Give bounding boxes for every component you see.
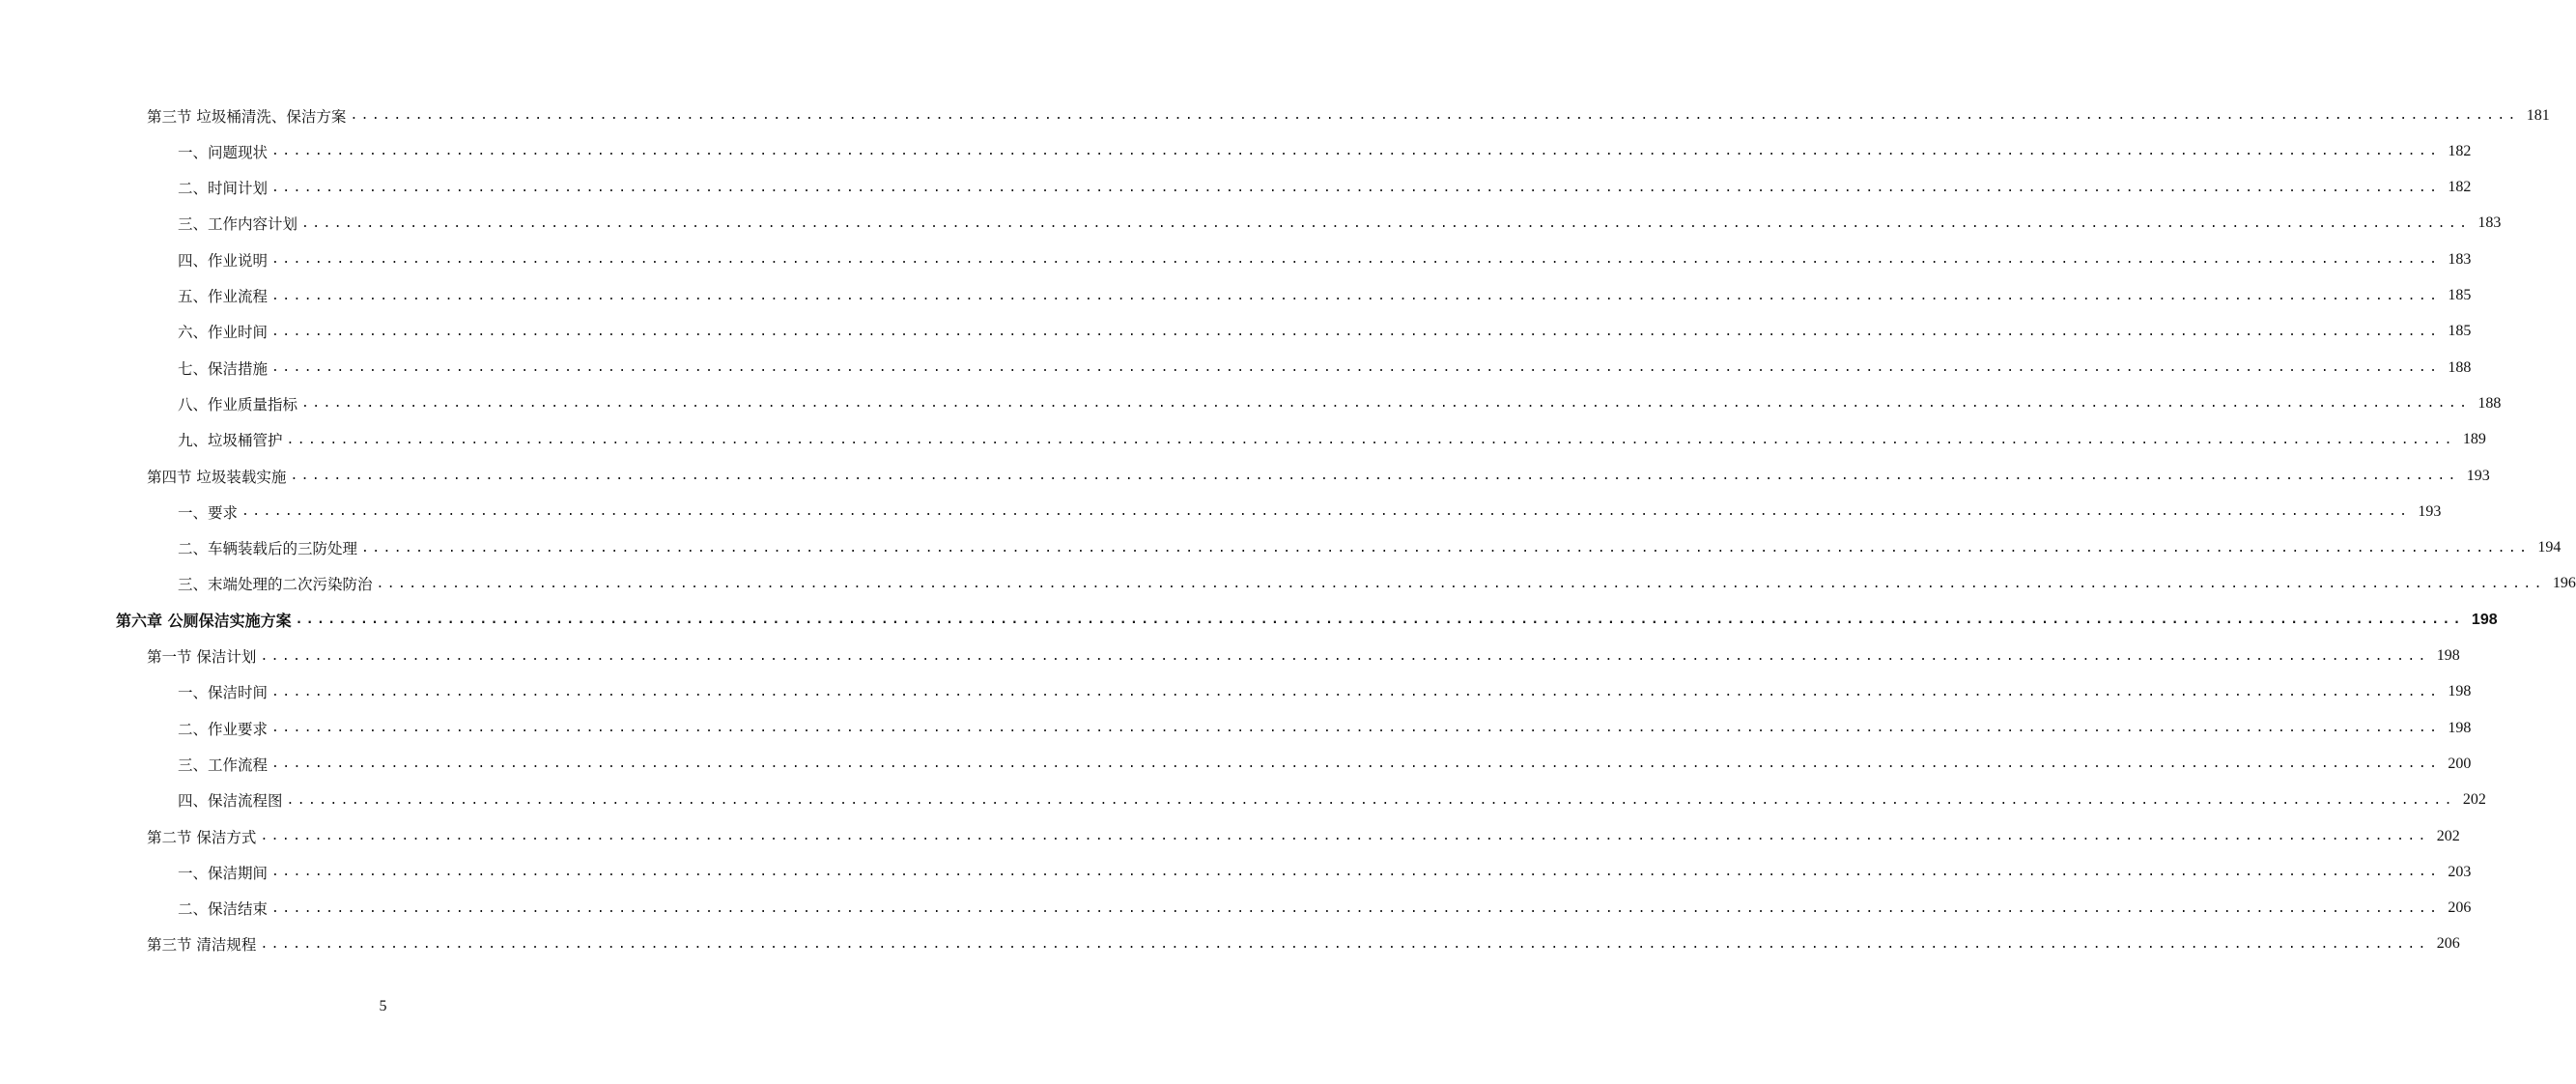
toc-entry-title: 三、工作内容计划 — [178, 215, 298, 234]
dot-leader: ........................................................................................................................................................................................................ — [271, 288, 2441, 303]
toc-entry-title: 三、工作流程 — [178, 756, 269, 774]
dot-leader: ........................................................................................................................................................................................................ — [286, 792, 2455, 808]
dot-leader: ........................................................................................................................................................................................................ — [271, 180, 2441, 195]
dot-leader: ........................................................................................................................................................................................................ — [271, 865, 2441, 880]
dot-leader: ........................................................................................................................................................................................................ — [361, 540, 2531, 556]
dot-leader: ........................................................................................................................................................................................................ — [260, 936, 2429, 952]
toc-entry-page: 203 — [2448, 863, 2472, 880]
toc-entry-page: 181 — [2526, 106, 2550, 124]
toc-entry-page: 182 — [2448, 142, 2472, 159]
toc-entry-page: 196 — [2552, 575, 2576, 592]
toc-entry[interactable] — [178, 854, 2472, 890]
dot-leader: ........................................................................................................................................................................................................ — [271, 684, 2441, 699]
toc-entry-title: 六、作业时间 — [178, 324, 269, 342]
toc-entry-page: 198 — [2448, 683, 2472, 700]
toc-entry[interactable] — [178, 278, 2472, 314]
toc-entry-title: 一、保洁期间 — [178, 864, 269, 882]
dot-leader: ........................................................................................................................................................................................................ — [260, 829, 2429, 843]
toc-entry-page: 198 — [2436, 647, 2460, 664]
toc-entry-page: 198 — [2471, 611, 2498, 628]
toc-entry-page: 188 — [2448, 358, 2472, 376]
dot-leader: ........................................................................................................................................................................................................ — [301, 215, 2471, 231]
toc-entry[interactable] — [178, 494, 2442, 529]
toc-entry-page: 198 — [2448, 719, 2472, 736]
toc-entry-page: 183 — [2477, 214, 2502, 232]
toc-entry[interactable] — [147, 639, 2460, 674]
toc-entry-title: 二、作业要求 — [178, 720, 269, 738]
dot-leader: ........................................................................................................................................................................................................ — [271, 756, 2441, 772]
toc-entry[interactable] — [147, 818, 2460, 854]
toc-entry[interactable] — [178, 422, 2486, 458]
toc-entry[interactable] — [178, 710, 2472, 746]
toc-entry-page: 185 — [2448, 323, 2472, 340]
toc-entry-page: 182 — [2448, 179, 2472, 196]
toc-entry-title: 四、作业说明 — [178, 251, 269, 270]
toc-entry-page: 200 — [2448, 755, 2472, 772]
toc-entry[interactable] — [147, 98, 2550, 133]
dot-leader: ........................................................................................................................................................................................................ — [376, 576, 2545, 591]
dot-leader: ........................................................................................................................................................................................................ — [271, 360, 2441, 376]
toc-entry-page: 189 — [2462, 431, 2486, 448]
toc-entry-page: 193 — [2466, 467, 2490, 484]
toc-entry-page: 188 — [2477, 394, 2502, 412]
toc-entry-title: 七、保洁措施 — [178, 359, 269, 378]
toc-entry-page: 194 — [2537, 539, 2562, 556]
toc-entry-page: 206 — [2436, 935, 2460, 953]
dot-leader: ........................................................................................................................................................................................................ — [295, 613, 2464, 628]
page-number: 5 — [379, 998, 387, 1014]
toc-entry[interactable] — [178, 891, 2472, 927]
toc-entry[interactable] — [147, 927, 2460, 962]
dot-leader: ........................................................................................................................................................................................................ — [260, 648, 2429, 664]
toc-entry-title: 一、问题现状 — [178, 143, 269, 161]
toc-entry-title: 一、要求 — [178, 503, 239, 522]
toc-entry[interactable] — [178, 242, 2472, 277]
toc-entry[interactable] — [178, 566, 2576, 602]
toc-entry-page: 193 — [2418, 502, 2442, 520]
toc-entry-title: 二、时间计划 — [178, 180, 269, 198]
toc-entry-title: 三、末端处理的二次污染防治 — [178, 576, 373, 594]
toc-entry[interactable] — [116, 602, 2498, 638]
toc-entry[interactable] — [178, 133, 2472, 169]
toc-entry-title: 四、保洁流程图 — [178, 792, 283, 811]
toc-entry-title: 第三节 垃圾桶清洗、保洁方案 — [147, 107, 347, 126]
toc-entry-page: 202 — [2436, 827, 2460, 844]
toc-entry[interactable] — [178, 350, 2472, 385]
toc-entry[interactable] — [147, 458, 2490, 494]
toc-entry-page: 206 — [2448, 899, 2472, 917]
dot-leader: ........................................................................................................................................................................................................ — [241, 504, 2411, 520]
toc-entry-title: 五、作业流程 — [178, 288, 269, 305]
toc-entry-title: 第六章 公厕保洁实施方案 — [116, 612, 292, 631]
toc-entry[interactable] — [178, 674, 2472, 710]
toc-entry[interactable] — [178, 783, 2486, 818]
dot-leader: ........................................................................................................................................................................................................ — [271, 900, 2441, 916]
dot-leader: ........................................................................................................................................................................................................ — [271, 252, 2441, 268]
toc-entry-title: 二、保洁结束 — [178, 900, 269, 919]
toc-entry[interactable] — [178, 746, 2472, 782]
toc-entry-title: 第四节 垃圾装载实施 — [147, 468, 287, 486]
dot-leader: ........................................................................................................................................................................................................ — [290, 469, 2459, 483]
dot-leader: ........................................................................................................................................................................................................ — [286, 432, 2455, 447]
toc-entry-title: 一、保洁时间 — [178, 684, 269, 702]
toc-entry-page: 202 — [2462, 791, 2486, 809]
dot-leader: ........................................................................................................................................................................................................ — [271, 144, 2441, 159]
toc-entry[interactable] — [178, 314, 2472, 350]
toc-entry-title: 九、垃圾桶管护 — [178, 432, 283, 450]
dot-leader: ........................................................................................................................................................................................................ — [350, 108, 2519, 123]
toc-entry-title: 八、作业质量指标 — [178, 395, 298, 414]
toc-entry-title: 第一节 保洁计划 — [147, 648, 257, 666]
toc-entry[interactable] — [178, 385, 2502, 421]
toc-entry[interactable] — [178, 206, 2502, 242]
toc-entry[interactable] — [178, 530, 2562, 566]
toc-entry-title: 二、车辆装载后的三防处理 — [178, 540, 358, 558]
toc-entry-page: 183 — [2448, 250, 2472, 268]
toc-entry-title: 第三节 清洁规程 — [147, 936, 257, 955]
toc-entry-page: 185 — [2448, 287, 2472, 303]
dot-leader: ........................................................................................................................................................................................................ — [271, 324, 2441, 339]
dot-leader: ........................................................................................................................................................................................................ — [301, 396, 2471, 412]
toc-entry-title: 第二节 保洁方式 — [147, 828, 257, 846]
dot-leader: ........................................................................................................................................................................................................ — [271, 721, 2441, 736]
toc-entry[interactable] — [178, 170, 2472, 206]
